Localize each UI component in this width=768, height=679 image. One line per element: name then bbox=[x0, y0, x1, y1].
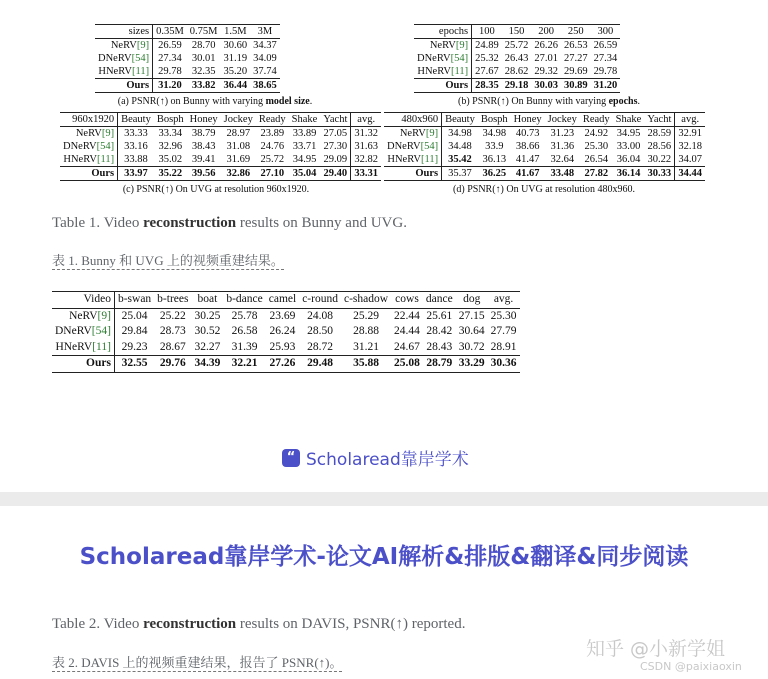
value-cell: 37.74 bbox=[253, 66, 277, 77]
table-header-row bbox=[384, 113, 705, 127]
value-cell: 25.08 bbox=[391, 356, 423, 373]
value-cell: 24.44 bbox=[394, 325, 420, 337]
value-cell: 27.05 bbox=[320, 127, 351, 141]
value-cell: 34.95 bbox=[616, 128, 641, 139]
table-row bbox=[384, 153, 705, 167]
value-cell: 38.66 bbox=[515, 141, 540, 152]
value-cell: 29.78 bbox=[593, 66, 618, 77]
table-d-caption: (d) PSNR(↑) On UVG at resolution 480x960. bbox=[453, 184, 635, 195]
value-cell: 33.97 bbox=[118, 167, 154, 181]
header-cell: 100 bbox=[472, 25, 502, 39]
method-name-cell bbox=[60, 127, 118, 141]
table-davis-container bbox=[52, 291, 520, 373]
table-d-container bbox=[384, 112, 705, 195]
value-cell: 36.04 bbox=[616, 154, 641, 165]
method-name: Ours bbox=[91, 168, 115, 179]
citation-link: [9] bbox=[455, 40, 469, 51]
value-cell: 30.25 bbox=[194, 309, 221, 322]
method-name: NeRV bbox=[110, 40, 137, 51]
table-row bbox=[95, 52, 280, 65]
brand-name: Scholaread靠岸学术 bbox=[306, 450, 469, 470]
value-cell: 29.78 bbox=[158, 66, 182, 77]
citation-link: [11] bbox=[420, 154, 439, 165]
value-cell: 31.23 bbox=[550, 128, 575, 139]
method-name-cell bbox=[414, 79, 472, 93]
value-cell: 27.27 bbox=[563, 53, 588, 64]
header-cell: c-round bbox=[299, 292, 341, 309]
table-row bbox=[95, 65, 280, 79]
value-cell: 32.82 bbox=[354, 154, 378, 165]
value-cell: 28.91 bbox=[490, 340, 517, 353]
value-cell: 24.67 bbox=[394, 340, 420, 353]
value-cell: 29.23 bbox=[121, 340, 148, 353]
method-name: Ours bbox=[126, 80, 150, 91]
table1-caption-zh: 表 1. Bunny 和 UVG 上的视频重建结果。 bbox=[52, 250, 284, 270]
value-cell: 24.76 bbox=[260, 141, 285, 152]
table-row bbox=[60, 153, 381, 167]
table-row bbox=[95, 39, 280, 53]
value-cell: 29.09 bbox=[320, 153, 351, 167]
value-cell: 30.01 bbox=[191, 53, 216, 64]
value-cell: 25.29 bbox=[353, 309, 379, 322]
method-name: NeRV bbox=[69, 309, 98, 322]
value-cell: 33.89 bbox=[292, 128, 317, 139]
citation-link: [11] bbox=[92, 340, 111, 353]
citation-link: [9] bbox=[425, 128, 439, 139]
value-cell: 28.42 bbox=[426, 325, 453, 337]
value-cell: 35.04 bbox=[289, 167, 321, 181]
citation-link: [54] bbox=[96, 141, 115, 152]
header-cell: Beauty bbox=[118, 113, 154, 127]
method-name-cell bbox=[52, 308, 114, 324]
value-cell: 28.56 bbox=[644, 140, 675, 153]
value-cell: 28.50 bbox=[307, 325, 334, 337]
section-divider bbox=[0, 492, 768, 506]
table-row bbox=[414, 65, 620, 79]
value-cell: 25.30 bbox=[584, 141, 609, 152]
table-b-container bbox=[414, 24, 684, 107]
value-cell: 32.35 bbox=[191, 66, 216, 77]
citation-link: [11] bbox=[131, 66, 150, 77]
table-a-container bbox=[95, 24, 335, 107]
value-cell: 28.35 bbox=[472, 79, 502, 93]
table-a bbox=[95, 24, 280, 93]
value-cell: 38.79 bbox=[191, 128, 216, 139]
citation-link: [54] bbox=[420, 141, 439, 152]
value-cell: 27.26 bbox=[266, 356, 299, 373]
table-c bbox=[60, 112, 381, 181]
header-cell: Bosph bbox=[154, 113, 187, 127]
value-cell: 27.67 bbox=[475, 66, 499, 77]
value-cell: 32.55 bbox=[114, 356, 154, 373]
citation-link: [54] bbox=[131, 53, 150, 64]
citation-link: [9] bbox=[101, 128, 115, 139]
value-cell: 32.18 bbox=[678, 141, 702, 152]
value-cell: 26.54 bbox=[584, 154, 609, 165]
method-name-cell bbox=[60, 153, 118, 167]
method-name-cell bbox=[95, 52, 153, 65]
value-cell: 30.03 bbox=[531, 79, 561, 93]
table-row bbox=[60, 140, 381, 153]
value-cell: 30.89 bbox=[561, 79, 591, 93]
citation-link: [11] bbox=[96, 154, 115, 165]
method-name-cell bbox=[414, 39, 472, 53]
table2-caption: Table 2. Video reconstruction results on DAVIS, PSNR(↑) reported. bbox=[52, 616, 466, 632]
value-cell: 28.59 bbox=[644, 127, 675, 141]
value-cell: 28.70 bbox=[191, 40, 216, 51]
header-cell: cows bbox=[391, 292, 423, 309]
value-cell: 27.34 bbox=[158, 53, 182, 64]
value-cell: 33.88 bbox=[124, 154, 148, 165]
quote-icon: “ bbox=[282, 449, 300, 467]
table-row bbox=[384, 140, 705, 153]
value-cell: 29.76 bbox=[154, 356, 191, 373]
value-cell: 24.89 bbox=[475, 40, 499, 51]
value-cell: 31.63 bbox=[354, 141, 378, 152]
header-cell: 480x960 bbox=[384, 113, 442, 127]
value-cell: 25.30 bbox=[490, 309, 517, 322]
value-cell: 36.14 bbox=[613, 167, 645, 181]
table-c-caption: (c) PSNR(↑) On UVG at resolution 960x1920. bbox=[122, 184, 310, 195]
table-row bbox=[384, 167, 705, 181]
value-cell: 31.36 bbox=[550, 141, 575, 152]
value-cell: 33.71 bbox=[292, 141, 317, 152]
value-cell: 29.84 bbox=[121, 325, 148, 337]
header-cell: avg. bbox=[351, 113, 381, 127]
value-cell: 31.21 bbox=[353, 340, 379, 353]
header-cell: Jockey bbox=[221, 113, 256, 127]
value-cell: 28.79 bbox=[423, 356, 456, 373]
value-cell: 32.91 bbox=[678, 128, 702, 139]
value-cell: 33.00 bbox=[616, 141, 641, 152]
table-header-row bbox=[414, 25, 620, 39]
value-cell: 35.20 bbox=[223, 66, 248, 77]
value-cell: 36.25 bbox=[478, 167, 511, 181]
method-name-cell bbox=[52, 324, 114, 340]
value-cell: 38.65 bbox=[250, 79, 280, 93]
header-cell: 250 bbox=[561, 25, 591, 39]
method-name-cell bbox=[52, 356, 114, 373]
value-cell: 29.48 bbox=[299, 356, 341, 373]
method-name-cell bbox=[52, 340, 114, 356]
value-cell: 32.27 bbox=[194, 340, 221, 353]
header-cell: Yacht bbox=[644, 113, 675, 127]
header-cell: Yacht bbox=[320, 113, 351, 127]
value-cell: 29.18 bbox=[502, 79, 532, 93]
method-name: Ours bbox=[445, 80, 469, 91]
table-row bbox=[60, 167, 381, 181]
header-cell: avg. bbox=[488, 292, 520, 309]
header-cell: 0.75M bbox=[187, 25, 221, 39]
header-cell: Honey bbox=[187, 113, 221, 127]
value-cell: 33.48 bbox=[545, 167, 580, 181]
value-cell: 31.19 bbox=[223, 53, 248, 64]
header-cell: sizes bbox=[95, 25, 153, 39]
header-cell: avg. bbox=[675, 113, 705, 127]
value-cell: 25.72 bbox=[260, 154, 285, 165]
value-cell: 24.92 bbox=[584, 128, 609, 139]
table-row bbox=[414, 39, 620, 53]
header-cell: c-shadow bbox=[341, 292, 391, 309]
value-cell: 29.32 bbox=[534, 66, 558, 77]
method-name-cell bbox=[384, 167, 442, 181]
value-cell: 26.58 bbox=[231, 325, 258, 337]
method-name: DNeRV bbox=[63, 141, 97, 152]
table-b-caption: (b) PSNR(↑) On Bunny with varying epochs. bbox=[458, 96, 640, 107]
value-cell: 33.16 bbox=[124, 141, 148, 152]
value-cell: 39.56 bbox=[187, 167, 221, 181]
value-cell: 32.64 bbox=[550, 154, 575, 165]
header-cell: Ready bbox=[256, 113, 289, 127]
header-cell: boat bbox=[191, 292, 223, 309]
value-cell: 33.33 bbox=[124, 128, 148, 139]
value-cell: 25.93 bbox=[269, 340, 296, 353]
value-cell: 28.73 bbox=[159, 325, 186, 337]
header-cell: Bosph bbox=[478, 113, 511, 127]
citation-link: [11] bbox=[450, 66, 469, 77]
value-cell: 32.21 bbox=[223, 356, 265, 373]
table-header-row bbox=[95, 25, 280, 39]
value-cell: 33.9 bbox=[485, 141, 504, 152]
value-cell: 26.26 bbox=[534, 40, 558, 51]
method-name: DNeRV bbox=[417, 53, 451, 64]
value-cell: 36.13 bbox=[482, 154, 507, 165]
method-name: HNeRV bbox=[55, 340, 93, 353]
value-cell: 38.43 bbox=[191, 141, 216, 152]
value-cell: 27.30 bbox=[320, 140, 351, 153]
table-row bbox=[95, 79, 280, 93]
method-name-cell bbox=[60, 167, 118, 181]
value-cell: 26.43 bbox=[504, 53, 529, 64]
value-cell: 34.37 bbox=[253, 40, 277, 51]
value-cell: 25.61 bbox=[426, 309, 453, 322]
value-cell: 26.24 bbox=[269, 325, 296, 337]
method-name-cell bbox=[95, 79, 153, 93]
value-cell: 34.07 bbox=[678, 154, 702, 165]
value-cell: 26.59 bbox=[593, 40, 618, 51]
method-name-cell bbox=[414, 52, 472, 65]
table-row bbox=[60, 127, 381, 141]
value-cell: 25.72 bbox=[504, 40, 529, 51]
csdn-watermark: CSDN @paixiaoxin bbox=[640, 660, 742, 673]
value-cell: 25.22 bbox=[159, 309, 186, 322]
value-cell: 31.20 bbox=[591, 79, 621, 93]
zhihu-watermark: 知乎 @小新学姐 bbox=[586, 638, 726, 660]
value-cell: 23.89 bbox=[260, 128, 285, 139]
header-cell: Honey bbox=[511, 113, 545, 127]
value-cell: 29.69 bbox=[563, 66, 588, 77]
value-cell: 27.79 bbox=[490, 325, 517, 337]
value-cell: 27.34 bbox=[593, 53, 618, 64]
header-cell: 3M bbox=[250, 25, 280, 39]
method-name-cell bbox=[60, 140, 118, 153]
table-b bbox=[414, 24, 620, 93]
value-cell: 35.02 bbox=[158, 154, 183, 165]
value-cell: 32.96 bbox=[158, 141, 183, 152]
table1-caption: Table 1. Video reconstruction results on Bunny and UVG. bbox=[52, 215, 407, 231]
method-name-cell bbox=[384, 140, 442, 153]
value-cell: 36.44 bbox=[221, 79, 251, 93]
value-cell: 33.82 bbox=[187, 79, 221, 93]
method-name: DNeRV bbox=[55, 325, 92, 337]
table-row bbox=[52, 308, 520, 324]
table-row bbox=[414, 52, 620, 65]
table2-caption-zh: 表 2. DAVIS 上的视频重建结果，报告了 PSNR(↑)。 bbox=[52, 652, 342, 672]
value-cell: 27.01 bbox=[534, 53, 558, 64]
value-cell: 35.42 bbox=[448, 154, 472, 165]
method-name: HNeRV bbox=[417, 66, 451, 77]
value-cell: 31.69 bbox=[226, 154, 251, 165]
citation-link: [9] bbox=[97, 309, 111, 322]
header-cell: Beauty bbox=[442, 113, 478, 127]
value-cell: 28.88 bbox=[353, 325, 379, 337]
scholaread-brand[interactable] bbox=[282, 445, 469, 470]
value-cell: 22.44 bbox=[394, 309, 420, 322]
value-cell: 27.15 bbox=[458, 309, 485, 322]
value-cell: 25.78 bbox=[231, 309, 258, 322]
value-cell: 25.32 bbox=[475, 53, 499, 64]
table-row bbox=[52, 340, 520, 356]
value-cell: 30.22 bbox=[644, 153, 675, 167]
value-cell: 31.32 bbox=[354, 128, 378, 139]
value-cell: 28.97 bbox=[226, 128, 251, 139]
value-cell: 31.08 bbox=[226, 141, 251, 152]
citation-link: [9] bbox=[136, 40, 150, 51]
table-row bbox=[52, 324, 520, 340]
value-cell: 23.69 bbox=[269, 309, 296, 322]
method-name-cell bbox=[95, 65, 153, 79]
value-cell: 30.33 bbox=[644, 167, 675, 181]
method-name: DNeRV bbox=[387, 141, 421, 152]
header-cell: epochs bbox=[414, 25, 472, 39]
value-cell: 32.86 bbox=[221, 167, 256, 181]
value-cell: 30.64 bbox=[458, 325, 485, 337]
header-cell: 150 bbox=[502, 25, 532, 39]
table-row bbox=[414, 79, 620, 93]
value-cell: 28.62 bbox=[504, 66, 529, 77]
method-name-cell bbox=[95, 39, 153, 53]
header-cell: b-trees bbox=[154, 292, 191, 309]
value-cell: 34.48 bbox=[448, 141, 472, 152]
value-cell: 26.53 bbox=[563, 40, 588, 51]
value-cell: 25.04 bbox=[121, 309, 148, 322]
value-cell: 27.82 bbox=[580, 167, 613, 181]
method-name: Ours bbox=[415, 168, 439, 179]
value-cell: 33.29 bbox=[456, 356, 488, 373]
header-cell: Ready bbox=[580, 113, 613, 127]
promo-headline: Scholaread靠岸学术-论文AI解析&排版&翻译&同步阅读 bbox=[79, 544, 689, 570]
value-cell: 28.67 bbox=[159, 340, 186, 353]
header-cell: dog bbox=[456, 292, 488, 309]
value-cell: 34.44 bbox=[675, 167, 705, 181]
value-cell: 41.47 bbox=[515, 154, 540, 165]
method-name-cell bbox=[384, 127, 442, 141]
value-cell: 35.37 bbox=[442, 167, 478, 181]
header-cell: 960x1920 bbox=[60, 113, 118, 127]
value-cell: 35.88 bbox=[341, 356, 391, 373]
value-cell: 24.08 bbox=[307, 309, 334, 322]
value-cell: 34.95 bbox=[292, 154, 317, 165]
header-cell: Video bbox=[52, 292, 114, 309]
value-cell: 28.43 bbox=[426, 340, 453, 353]
table-header-row bbox=[60, 113, 381, 127]
header-cell: b-swan bbox=[114, 292, 154, 309]
method-name: Ours bbox=[86, 357, 111, 369]
value-cell: 33.34 bbox=[158, 128, 183, 139]
table-header-row bbox=[52, 292, 520, 309]
value-cell: 27.10 bbox=[256, 167, 289, 181]
table-c-container bbox=[60, 112, 381, 195]
method-name: HNeRV bbox=[387, 154, 421, 165]
value-cell: 40.73 bbox=[515, 128, 540, 139]
value-cell: 34.09 bbox=[253, 53, 277, 64]
value-cell: 34.98 bbox=[482, 128, 507, 139]
value-cell: 30.72 bbox=[458, 340, 485, 353]
method-name: NeRV bbox=[75, 128, 102, 139]
value-cell: 30.52 bbox=[194, 325, 221, 337]
value-cell: 31.39 bbox=[231, 340, 258, 353]
value-cell: 34.39 bbox=[191, 356, 223, 373]
method-name: HNeRV bbox=[63, 154, 97, 165]
method-name: NeRV bbox=[429, 40, 456, 51]
value-cell: 26.59 bbox=[158, 40, 182, 51]
header-cell: 300 bbox=[591, 25, 621, 39]
table-row bbox=[384, 127, 705, 141]
table-d bbox=[384, 112, 705, 181]
citation-link: [54] bbox=[450, 53, 469, 64]
method-name-cell bbox=[384, 153, 442, 167]
value-cell: 29.40 bbox=[320, 167, 351, 181]
method-name-cell bbox=[414, 65, 472, 79]
citation-link: [54] bbox=[91, 325, 111, 337]
header-cell: Shake bbox=[613, 113, 645, 127]
value-cell: 31.20 bbox=[153, 79, 187, 93]
value-cell: 28.72 bbox=[307, 340, 334, 353]
method-name: DNeRV bbox=[98, 53, 132, 64]
table-a-caption: (a) PSNR(↑) on Bunny with varying model size. bbox=[117, 96, 313, 107]
header-cell: 200 bbox=[531, 25, 561, 39]
value-cell: 41.67 bbox=[511, 167, 545, 181]
header-cell: Jockey bbox=[545, 113, 580, 127]
header-cell: 0.35M bbox=[153, 25, 187, 39]
method-name: HNeRV bbox=[98, 66, 132, 77]
header-cell: b-dance bbox=[223, 292, 265, 309]
header-cell: dance bbox=[423, 292, 456, 309]
header-cell: camel bbox=[266, 292, 299, 309]
header-cell: 1.5M bbox=[221, 25, 251, 39]
table-row bbox=[52, 356, 520, 373]
table-davis bbox=[52, 291, 520, 373]
value-cell: 30.60 bbox=[223, 40, 248, 51]
header-cell: Shake bbox=[289, 113, 321, 127]
method-name: NeRV bbox=[399, 128, 426, 139]
value-cell: 35.22 bbox=[154, 167, 187, 181]
value-cell: 30.36 bbox=[488, 356, 520, 373]
value-cell: 33.31 bbox=[351, 167, 381, 181]
value-cell: 39.41 bbox=[191, 154, 216, 165]
value-cell: 34.98 bbox=[448, 128, 472, 139]
